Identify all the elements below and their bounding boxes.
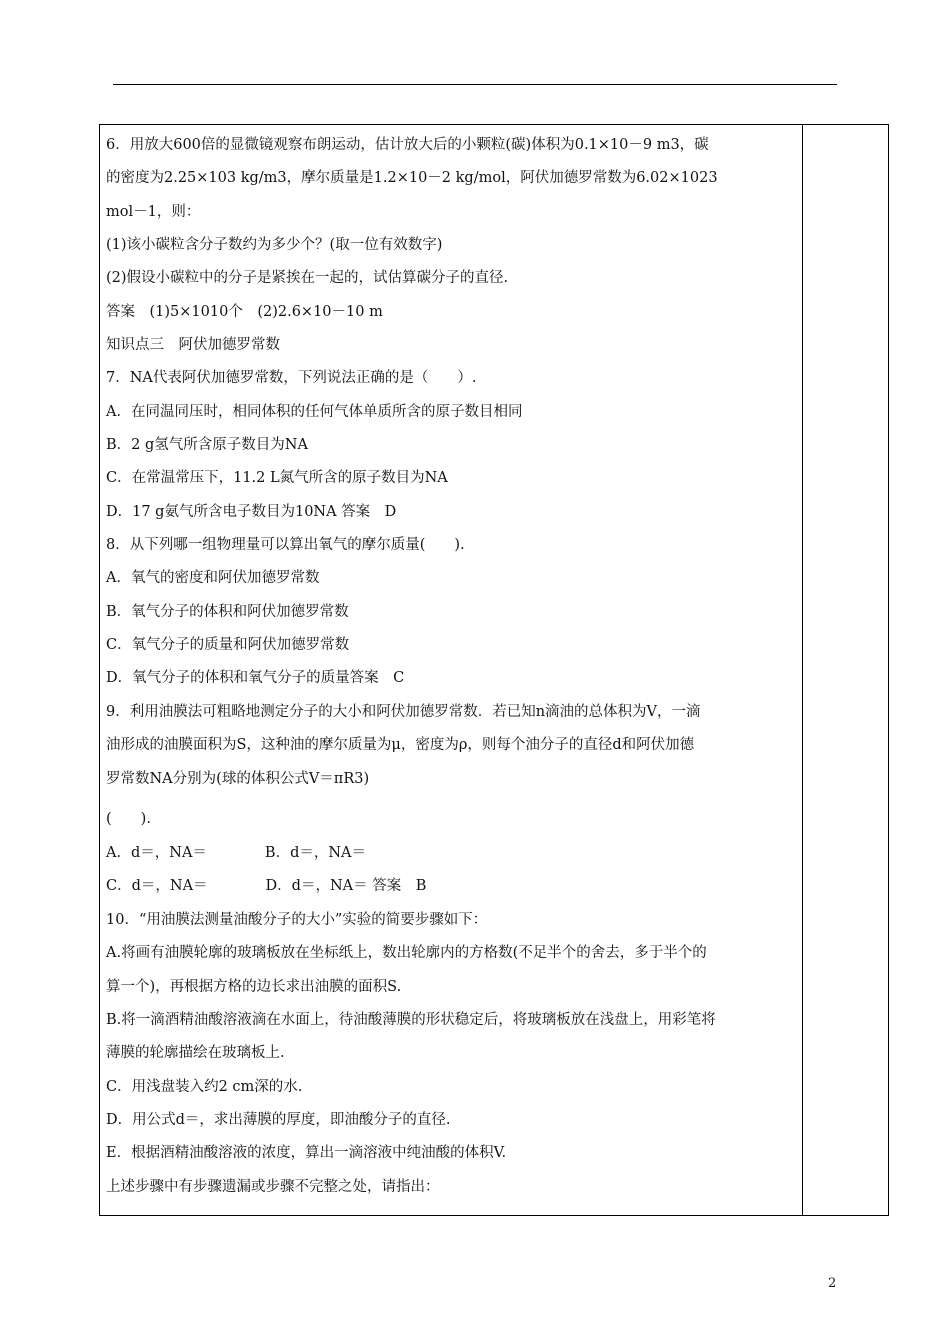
text-line: 薄膜的轮廓描绘在玻璃板上.	[106, 1045, 285, 1061]
text-line: (2)假设小碳粒中的分子是紧挨在一起的，试估算碳分子的直径.	[106, 270, 509, 286]
header-rule	[113, 84, 837, 85]
question-9: 9．利用油膜法可粗略地测定分子的大小和阿伏加德罗常数．若已知n滴油的总体积为V，一滴	[106, 704, 701, 720]
table-column-divider	[802, 124, 803, 1216]
text-line: 的密度为2.25×103 kg/m3，摩尔质量是1.2×10－2 kg/mol，阿伏加德罗常数为6.02×1023	[106, 170, 718, 186]
question-8: 8．从下列哪一组物理量可以算出氧气的摩尔质量( ).	[106, 537, 465, 553]
page-number: 2	[828, 1276, 837, 1291]
question-10: 10．“用油膜法测量油酸分子的大小”实验的简要步骤如下：	[106, 912, 488, 928]
option-line: A．在同温同压时，相同体积的任何气体单质所含的原子数目相同	[106, 404, 523, 420]
text-line: 油形成的油膜面积为S，这种油的摩尔质量为μ，密度为ρ，则每个油分子的直径d和阿伏加德	[106, 737, 695, 753]
text-line: 罗常数NA分别为(球的体积公式V＝πR3)	[106, 771, 370, 787]
text-line: ( ).	[106, 811, 151, 827]
section-heading: 知识点三 阿伏加德罗常数	[106, 337, 280, 353]
option-line: B．2 g氢气所含原子数目为NA	[106, 437, 308, 453]
step-line: D．用公式d＝，求出薄膜的厚度，即油酸分子的直径.	[106, 1112, 451, 1128]
text-line: 算一个)，再根据方格的边长求出油膜的面积S.	[106, 979, 402, 995]
question-7: 7．NA代表阿伏加德罗常数，下列说法正确的是（ ）.	[106, 370, 477, 386]
option-line: D．氧气分子的体积和氧气分子的质量答案 C	[106, 670, 405, 686]
option-line: C．在常温常压下，11.2 L氮气所含的原子数目为NA	[106, 470, 448, 486]
option-line: B．氧气分子的体积和阿伏加德罗常数	[106, 604, 349, 620]
option-line: A．d＝，NA＝ B．d＝，NA＝	[106, 845, 367, 861]
answer-line: 答案 (1)5×1010个 (2)2.6×10－10 m	[106, 304, 383, 320]
step-line: E．根据酒精油酸溶液的浓度，算出一滴溶液中纯油酸的体积V.	[106, 1145, 507, 1161]
text-line: 6．用放大600倍的显微镜观察布朗运动，估计放大后的小颗粒(碳)体积为0.1×10－9 m3，碳	[106, 137, 709, 153]
text-line: mol－1，则：	[106, 204, 201, 220]
option-line: C．d＝，NA＝ D．d＝，NA＝ 答案 B	[106, 878, 427, 894]
step-line: B.将一滴酒精油酸溶液滴在水面上，待油酸薄膜的形状稳定后，将玻璃板放在浅盘上，用彩笔将	[106, 1012, 716, 1028]
step-line: C．用浅盘装入约2 cm深的水.	[106, 1079, 303, 1095]
option-line: C．氧气分子的质量和阿伏加德罗常数	[106, 637, 350, 653]
text-line: (1)该小碳粒含分子数约为多少个？(取一位有效数字)	[106, 237, 443, 253]
option-line: D．17 g氨气所含电子数目为10NA 答案 D	[106, 504, 397, 520]
step-line: A.将画有油膜轮廓的玻璃板放在坐标纸上，数出轮廓内的方格数(不足半个的舍去，多于半个的	[106, 945, 707, 961]
option-line: A．氧气的密度和阿伏加德罗常数	[106, 570, 320, 586]
text-line: 上述步骤中有步骤遗漏或步骤不完整之处，请指出：	[106, 1179, 440, 1195]
